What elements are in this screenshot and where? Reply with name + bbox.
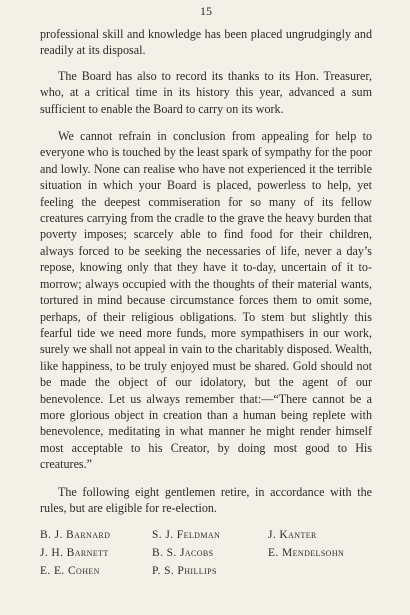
paragraph-treasurer-thanks: The Board has also to record its thanks to its Hon. Treasurer, who, at a critical time in its history this year, advanced a sum sufficient to enable the Board to carry on its work.: [40, 68, 372, 116]
paragraph-appeal: We cannot refrain in conclusion from appealing for help to everyone who is touched by the least spark of sympathy for the poor and lowly. None can realise who have not experienced it the terrible situation in which your Board is placed, powerless to help, yet feeling the deepest commiseration for so many of its fellow creatures carrying from the cradle to the grave the heavy burden that poverty imposes; scarcely able to find food for their children, always forced to be seeking the necessaries of life, never a day’s repose, knowing only that they have it to-day, uncertain of it to-morrow; always occupied with the thoughts of their material wants, tortured in mind because circumstance forces them to omit some, perhaps, of their religious obligations. To stem but slightly this fearful tide we need more funds, more sympathisers in our work, surely we shall not appeal in vain to the charitably disposed. Wealth, like happiness, to be truly enjoyed must be shared. Gold should not be made the object of our idolatory, but the agent of our benevolence. Let us always remember that:—“There cannot be a more glorious object in creation than a human being replete with benevolence, meditating in what manner he might render himself most acceptable to his Creator, by doing most good to His creatures.”: [40, 129, 372, 472]
paragraph-retirement-notice: The following eight gentlemen retire, in accordance with the rules, but are eligible for re-election.: [40, 484, 372, 515]
member-name: E. Mendelsohn: [268, 547, 345, 560]
member-name: J. H. Barnett: [40, 547, 109, 560]
member-name: S. J. Feldman: [152, 529, 221, 542]
member-name: E. E. Cohen: [40, 565, 100, 578]
member-name: B. J. Barnard: [40, 529, 111, 542]
page-number: 15: [200, 4, 212, 18]
member-name: B. S. Jacobs: [152, 547, 214, 560]
paragraph-continuation: professional skill and knowledge has been placed ungrudgingly and readily at its disposal.: [40, 27, 372, 58]
member-name: J. Kanter: [268, 529, 317, 542]
retiring-members-list: [40, 527, 372, 579]
member-name: P. S. Phillips: [152, 565, 217, 578]
